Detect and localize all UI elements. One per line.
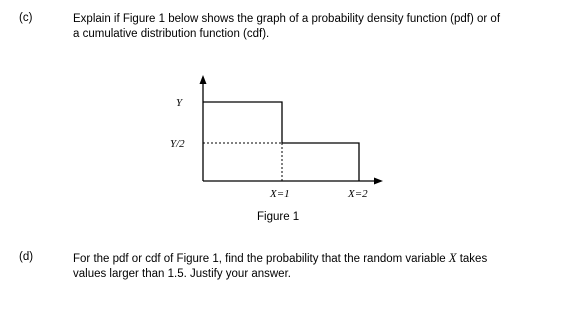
part-c-line-2: a cumulative distribution function (cdf).: [73, 28, 270, 40]
part-c-label: (c): [19, 12, 33, 24]
part-d-line-2: values larger than 1.5. Justify your answer.: [73, 268, 291, 280]
figure-caption: Figure 1: [257, 211, 300, 223]
part-d-variable: X: [448, 251, 457, 265]
y-label-half: Y/2: [170, 138, 185, 150]
x-axis-arrow: [374, 178, 383, 185]
y-axis-arrow: [200, 75, 207, 84]
x-label-1: X=1: [270, 188, 290, 200]
part-d-question: [73, 251, 487, 282]
x-label-2: X=2: [348, 188, 368, 200]
part-c-line-1: Explain if Figure 1 below shows the graph of a probability density function (pdf) or of: [73, 13, 501, 25]
step-line: [203, 102, 359, 181]
part-d-line-1-before: For the pdf or cdf of Figure 1, find the probability that the random variable: [73, 253, 449, 265]
part-d-label: (d): [19, 251, 34, 263]
part-d-line-1: [73, 251, 487, 267]
y-label-top: Y: [176, 97, 183, 109]
part-d-line-1-after: takes: [456, 253, 488, 265]
